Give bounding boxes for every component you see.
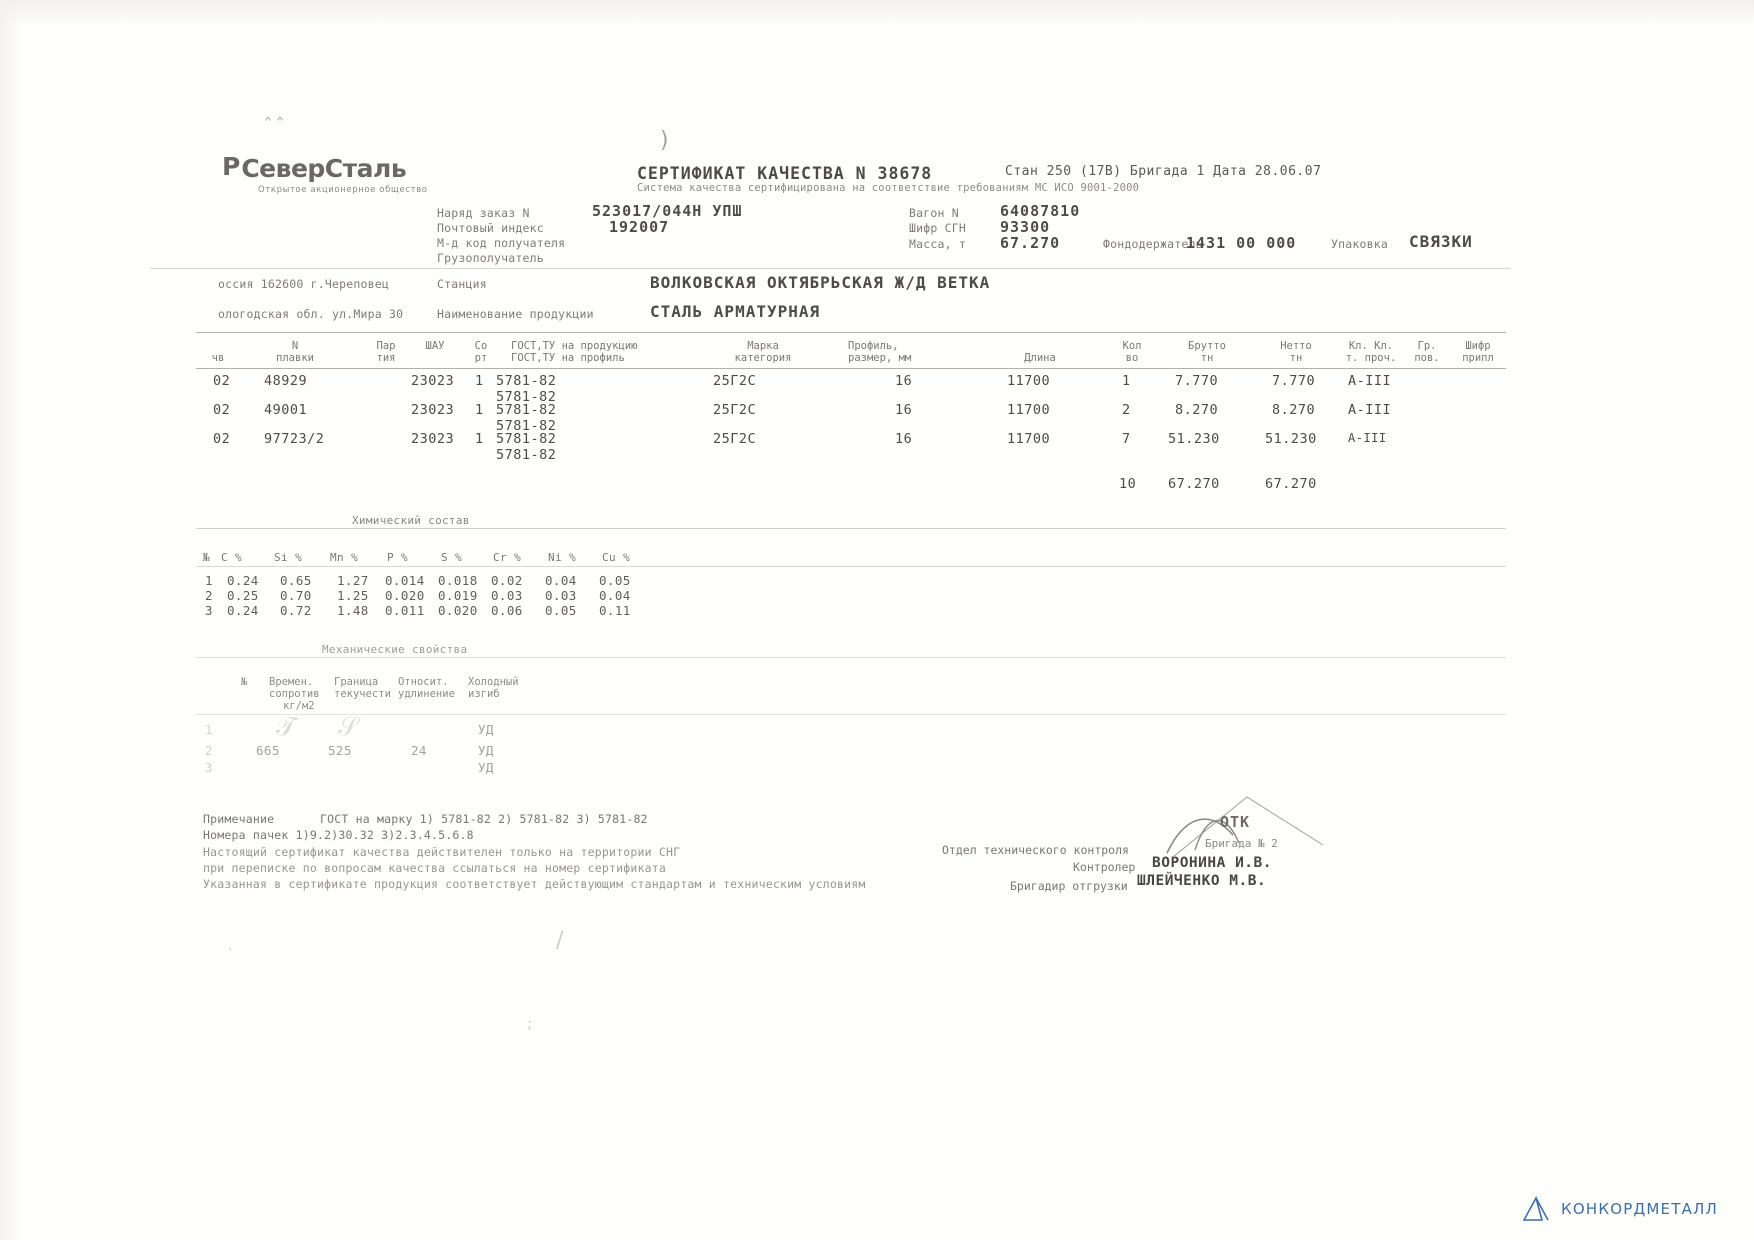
mech-th-tensile: Времен. сопротив кг/м2 [269,676,320,712]
pen-mark: ) [658,128,672,153]
packaging-label: Упаковка [1331,237,1388,251]
th-gross: Брутто тн [1188,340,1226,364]
th-party: Пар тия [376,340,396,364]
note-correspondence: при переписке по вопросам качества ссылаться на номер сертификата [203,861,667,875]
stamp-text: ОТК [1220,813,1251,831]
product-label: Наименование продукции [437,307,594,321]
mech-head-rule [196,714,1506,715]
mech-th-bend: Холодный изгиб [468,676,519,700]
note-pack-numbers: Номера пачек 1)9.2)30.32 3)2.3.4.5.6.8 [203,828,474,842]
chem-th-n: № [203,551,211,564]
fundholder-value: 1431 00 000 [1186,234,1297,252]
qc-department-label: Отдел технического контроля [942,843,1129,857]
chem-top-rule [196,528,1506,529]
station-value: ВОЛКОВСКАЯ ОКТЯБРЬСКАЯ Ж/Д ВЕТКА [650,273,991,292]
brigadier-label: Бригадир отгрузки [1010,879,1128,893]
mill-brigade-date: Стан 250 (17В) Бригада 1 Дата 28.06.07 [1005,164,1322,179]
chem-th-si: Si % [274,551,303,564]
chem-th-ni: Ni % [548,551,577,564]
company-logo [222,114,437,195]
sgn-label: Шифр СГН [909,221,966,235]
mech-th-n: № [241,676,248,688]
postcode-label: Почтовый индекс [437,221,544,235]
handwriting-mech-2: 𝒮 [338,712,359,742]
scan-edge-left [0,0,22,1240]
th-surface-group: Гр. пов. [1414,340,1440,364]
controller-label: Контролер [1073,860,1136,874]
stray-mark-1: . [228,938,233,954]
stray-mark-2: / [556,928,564,953]
watermark-text: КОНКОРДМЕТАЛЛ [1561,1200,1718,1218]
chemical-section-title: Химический состав [352,514,470,527]
sgn-value: 93300 [1000,218,1051,236]
country-city: оссия 162600 г.Череповец [218,277,389,291]
brigadier-name: ШЛЕЙЧЕНКО М.В. [1137,873,1267,889]
mass-value: 67.270 [1000,234,1061,252]
th-qty: Кол во [1122,340,1142,364]
mech-th-elongation: Относит. удлинение [398,676,455,700]
th-shau: ШАУ [425,340,445,352]
packaging-value: СВЯЗКИ [1409,232,1473,251]
certificate-title: СЕРТИФИКАТ КАЧЕСТВА N 38678 [637,164,933,183]
th-gost: ГОСТ,ТУ на продукцию ГОСТ,ТУ на профиль [511,340,638,364]
th-profile: Профиль, размер, мм [848,340,912,364]
chem-th-c: C % [221,551,243,564]
stray-mark-3: ; [527,1013,533,1032]
note-gost-label: Примечание [203,812,275,826]
th-net: Нетто тн [1280,340,1312,364]
chem-th-s: S % [441,551,463,564]
mass-label: Масса, т [909,237,966,251]
table-head-rule [196,368,1506,369]
fundholder-label: Фондодержатель [1103,237,1203,251]
qc-stamp [1155,795,1330,860]
note-conformance: Указанная в сертификате продукция соответствует действующим стандартам и техническим условиям [203,877,866,891]
controller-name: ВОРОНИНА И.В. [1152,855,1272,871]
postcode-value: 192007 [609,218,670,236]
product-value: СТАЛЬ АРМАТУРНАЯ [650,302,821,321]
address-line: ологодская обл. ул.Мира 30 [218,307,404,321]
scan-edge-top [0,0,1754,26]
wagon-value: 64087810 [1000,202,1081,220]
konkordmetall-logo-icon [1522,1196,1552,1222]
chem-th-cr: Cr % [493,551,522,564]
th-strength-class: Кл. Кл. т. проч. [1345,340,1397,364]
document-page: ˆˆ Р СеверСталь Открытое акционерное общество ) СЕРТИФИКАТ КАЧЕСТВА N 38678 Система качества сертифицирована на соответствие требованиям МС ИСО 9001-2000 Стан 250 (17В) Бригада 1 Дата 28.06.07 Наряд заказ N 523017/044Н УПШ Почтовый индекс 192007 М-д код получателя Грузополучатель Вагон N 64087810 Шифр СГН 93300 Масса, т 67.270 Фондодержатель 1431 00 000 Упаковка СВЯЗКИ оссия 162600 г.Череповец Станция ВОЛКОВСКАЯ ОКТЯБРЬСКАЯ Ж/Д ВЕТКА ологодская обл. ул.Мира 30 Наименование продукции СТАЛЬ АРМАТУРНАЯ чв N плавки Пар тия ШАУ Со рт ГОСТ,ТУ на продукцию ГОСТ,ТУ на профиль Марка категория Профиль, размер, мм Длина Кол во Брутто тн Нетто тн Кл. Кл. т. проч. Гр. пов. Шифр припл 02 48929 23023 1 5781-82 5781-82 25Г2С 16 11700 1 7.770 7.770 А-III 02 49001 23023 1 5781-82 5781-82 25Г2С 16 11700 2 8.270 8.270 А-III 02 97723/2 23023 1 5781-82 5781-82 25Г2С 16 11700 7 51.230 51.230 А-III 10 67.270 67.270 Химический состав № C % Si % Mn % P % S % Cr % Ni % Cu % 1 0.24 0.65 1.27 0.014 0.018 0.02 0.04 0.05 2 0.25 0.70 1.25 0.020 0.019 0.03 0.03 0.04 3 0.24 0.72 1.48 0.011 0.020 0.06 0.05 0.11 Механические свойства № Времен. сопротив кг/м2 Граница текучести Относит. удлинение Холодный изгиб 1 УД 2 665 525 24 УД 3 УД 𝒯 𝒮 Примечание ГОСТ на марку 1) 5781-82 2) 5781-82 3) 5781-82 Номера пачек 1)9.2)30.32 3)2.3.4.5.6.8 Настоящий сертификат качества действителен только на территории СНГ при переписке по вопросам качества ссылаться на номер сертификата Указанная в сертификате продукция соответствует действующим стандартам и техническим условиям Отдел технического контроля Контролер ВОРОНИНА И.В. Бригадир отгрузки ШЛЕЙЧЕНКО М.В. ОТК Бригада № 2 . / ; КОНКОРДМЕТАЛЛ [0,0,1754,1240]
company-name: СеверСталь [241,154,407,183]
company-legal-form: Открытое акционерное общество [258,185,428,195]
consignee-label: Грузополучатель [437,251,544,265]
receiver-code-label: М-д код получателя [437,236,566,250]
severstal-mark-icon: Р [222,152,240,181]
order-label: Наряд заказ N [437,206,530,220]
chem-th-mn: Mn % [330,551,359,564]
wagon-label: Вагон N [909,206,959,220]
table-top-rule [196,332,1506,333]
th-markup-code: Шифр припл [1462,340,1494,364]
order-value: 523017/044Н УПШ [592,202,743,220]
note-validity: Настоящий сертификат качества действителен только на территории СНГ [203,845,681,859]
th-chv: чв [211,352,225,364]
certificate-subtitle: Система качества сертифицирована на соответствие требованиям МС ИСО 9001-2000 [637,182,1140,194]
mech-th-yield: Граница текучести [334,676,391,700]
chem-th-p: P % [387,551,409,564]
th-length: Длина [1024,352,1056,364]
handwriting-mech-1: 𝒯 [276,712,296,742]
station-label: Станция [437,277,487,291]
th-grade: Марка категория [734,340,792,364]
chem-th-cu: Cu % [602,551,631,564]
divider-1 [150,268,1510,269]
stamp-sub-text: Бригада № 2 [1205,837,1278,850]
note-gost-value: ГОСТ на марку 1) 5781-82 2) 5781-82 3) 5781-82 [320,812,648,826]
handwriting-mark: ˆˆ [262,114,287,138]
th-sort: Со рт [474,340,488,364]
chem-head-rule [196,566,1506,567]
th-heat: N плавки [276,340,314,364]
mech-top-rule [196,657,1506,658]
watermark [1522,1196,1718,1222]
mechanical-section-title: Механические свойства [322,643,468,656]
